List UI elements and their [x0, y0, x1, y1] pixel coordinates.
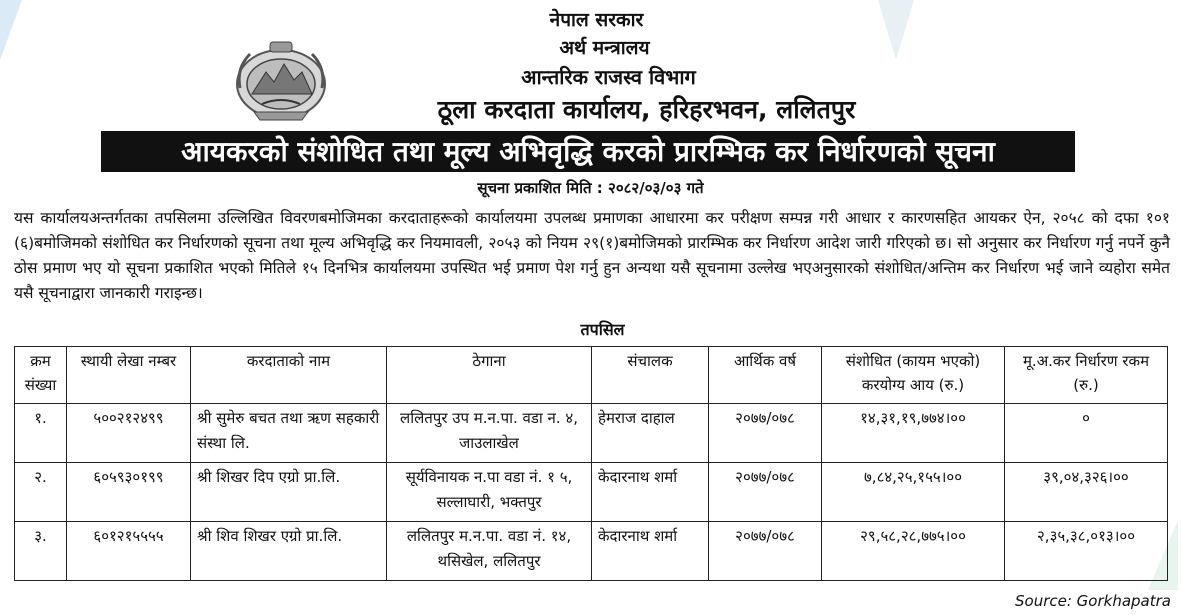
ministry-name: अर्थ मन्त्रालय [559, 37, 650, 59]
published-date: सूचना प्रकाशित मिति : २०८२/०३/०३ गते [477, 179, 704, 197]
row-serial: १. [15, 404, 67, 463]
notice-body: यस कार्यालयअन्तर्गतका तपसिलमा उल्लिखित विवरणबमोजिमका करदाताहरूको कार्यालयमा उपलब्ध प्रमाणका आधारमा कर परीक्षण सम्पन्न गरी आधार र कारणसहित आयकर ऐन, २०५८ को दफा १०१ (६)बमोजिमको संशोधित कर निर्धारणको सूचना तथा मूल्य अभिवृद्धि कर नियमावली, २०५३ को नियम २९(१)बमोजिमको प्रारम्भिक कर निर्धारण आदेश जारी गरिएको छ। सो अनुसार कर निर्धारण गर्नु नपर्ने कुनै ठोस प्रमाण भए यो सूचना प्रकाशित भएको मितिले १५ दिनभित्र कार्यालयमा उपस्थित भई प्रमाण पेश गर्नु हुन अन्यथा यसै सूचनामा उल्लेख भएअनुसारको संशोधित/अन्तिम कर निर्धारण भई जाने व्यहोरा समेत यसै सूचनाद्वारा जानकारी गराइन्छ। [14, 209, 1170, 302]
table-row [15, 404, 1168, 463]
row-serial: २. [15, 463, 67, 522]
header-address: ठेगाना [387, 347, 592, 404]
row-address: सूर्यविनायक न.पा वडा नं. १ ५, सल्लाघारी, भक्तपुर [387, 463, 592, 522]
row-director: हेमराज दाहाल [592, 404, 709, 463]
row-address: ललितपुर उप म.न.पा. वडा न. ४, जाउलाखेल [387, 404, 592, 463]
row-taxpayer-name: श्री सुमेरु बचत तथा ऋण सहकारी संस्था लि. [191, 404, 387, 463]
header-pan: स्थायी लेखा नम्बर [67, 347, 191, 404]
schedule-label: तपसिल [580, 320, 625, 339]
row-vat-amount: ३९,०४,३२६।०० [1005, 463, 1168, 522]
table-row [15, 522, 1168, 581]
government-name: नेपाल सरकार [549, 9, 644, 31]
header-taxpayer-name: करदाताको नाम [191, 347, 387, 404]
row-serial: ३. [15, 522, 67, 581]
row-vat-amount: ० [1005, 404, 1168, 463]
row-taxable-income: २९,५८,२८,७७५।०० [822, 522, 1005, 581]
header-vat-amount: मू.अ.कर निर्धारण रकम (रु.) [1005, 347, 1168, 404]
row-director: केदारनाथ शर्मा [592, 463, 709, 522]
header-director: संचालक [592, 347, 709, 404]
department-name: आन्तरिक राजस्व विभाग [521, 65, 696, 89]
row-pan: ६०५९३०१९९ [67, 463, 191, 522]
row-address: ललितपुर म.न.पा. वडा नं. १४, थसिखेल, ललितपुर [387, 522, 592, 581]
row-fiscal-year: २०७७/०७८ [709, 522, 822, 581]
header-taxable-income: संशोधित (कायम भएको) करयोग्य आय (रु.) [822, 347, 1005, 404]
row-taxable-income: १४,३१,१९,७७४।०० [822, 404, 1005, 463]
table-header-row [15, 347, 1168, 404]
source-credit: Source: Gorkhapatra [1015, 592, 1171, 610]
taxpayer-table [14, 346, 1168, 581]
row-vat-amount: २,३५,३८,०१३।०० [1005, 522, 1168, 581]
row-fiscal-year: २०७७/०७८ [709, 463, 822, 522]
notice-title: आयकरको संशोधित तथा मूल्य अभिवृद्धि करको प्रारम्भिक कर निर्धारणको सूचना [101, 131, 1075, 172]
row-pan: ५००२१२४९९ [67, 404, 191, 463]
header-fiscal-year: आर्थिक वर्ष [709, 347, 822, 404]
table-row [15, 463, 1168, 522]
row-pan: ६०१२१५५५५ [67, 522, 191, 581]
header-serial: क्रम संख्या [15, 347, 67, 404]
row-director: केदारनाथ शर्मा [592, 522, 709, 581]
office-name: ठूला करदाता कार्यालय, हरिहरभवन, ललितपुर [437, 95, 856, 124]
row-fiscal-year: २०७७/०७८ [709, 404, 822, 463]
row-taxable-income: ७,८४,२५,१५५।०० [822, 463, 1005, 522]
row-taxpayer-name: श्री शिखर दिप एग्रो प्रा.लि. [191, 463, 387, 522]
row-taxpayer-name: श्री शिव शिखर एग्रो प्रा.लि. [191, 522, 387, 581]
